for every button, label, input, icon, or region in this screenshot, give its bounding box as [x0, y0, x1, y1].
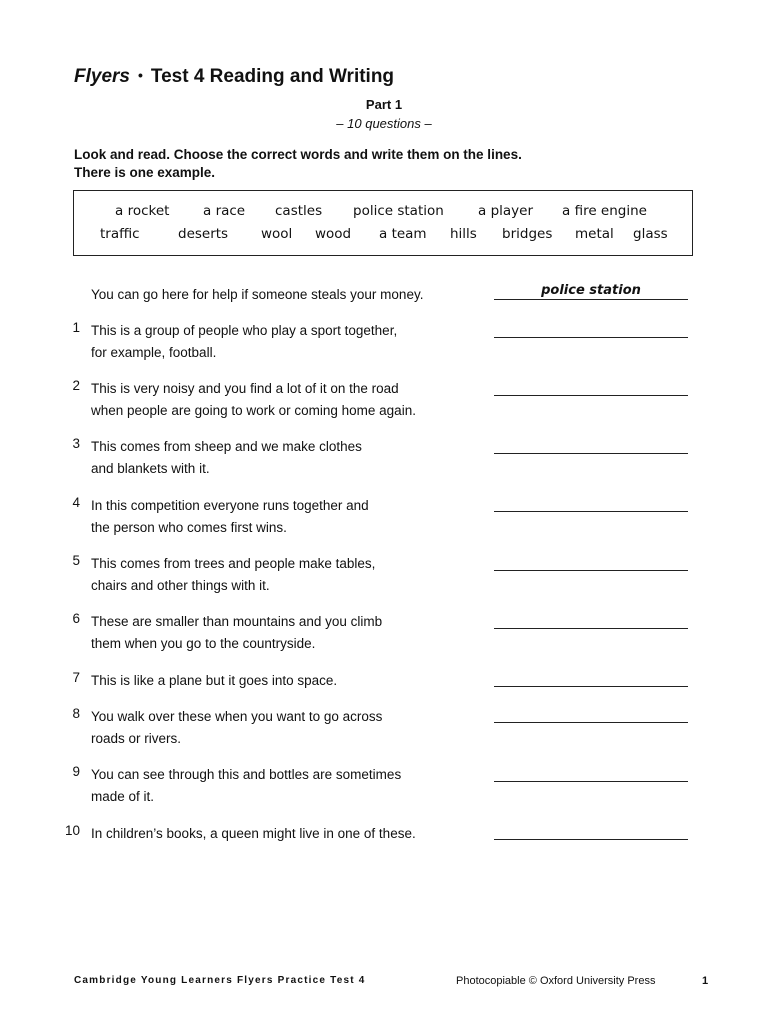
example-answer: police station: [541, 283, 641, 298]
footer-source: Cambridge Young Learners Flyers Practice Test 4: [74, 975, 366, 986]
answer-line: [494, 299, 688, 300]
question-number: 4: [72, 495, 80, 510]
word-option: a race: [203, 203, 246, 219]
question-text: This is like a plane but it goes into space.: [91, 673, 338, 688]
bullet-separator: •: [137, 67, 143, 83]
question-number: 3: [72, 436, 80, 451]
question-number: 5: [72, 553, 80, 568]
answer-line[interactable]: [494, 337, 688, 338]
part-label: Part 1: [365, 97, 403, 112]
answer-line[interactable]: [494, 570, 688, 571]
word-option: glass: [633, 226, 668, 242]
question-text: You can go here for help if someone steals your money.: [91, 287, 424, 302]
answer-line[interactable]: [494, 628, 688, 629]
instructions: [74, 146, 522, 182]
answer-line[interactable]: [494, 686, 688, 687]
answer-line[interactable]: [494, 839, 688, 840]
question-number: 10: [64, 823, 80, 838]
instruction-line: There is one example.: [74, 165, 216, 180]
answer-line[interactable]: [494, 453, 688, 454]
word-option: a player: [478, 203, 534, 219]
word-option: wool: [261, 226, 293, 242]
answer-line[interactable]: [494, 781, 688, 782]
question-number: 8: [72, 706, 80, 721]
question-number: 6: [72, 611, 80, 626]
word-option: hills: [450, 226, 477, 242]
question-text: In this competition everyone runs together and the person who comes first wins.: [91, 498, 369, 535]
question-text: You walk over these when you want to go across roads or rivers.: [91, 709, 383, 746]
question-number: 2: [72, 378, 80, 393]
word-option: bridges: [502, 226, 553, 242]
question-text: This comes from trees and people make tables, chairs and other things with it.: [91, 556, 376, 593]
question-text: You can see through this and bottles are sometimes made of it.: [91, 767, 402, 804]
question-text: In children’s books, a queen might live in one of these.: [91, 826, 416, 841]
word-option: castles: [275, 203, 323, 219]
word-option: a rocket: [115, 203, 170, 219]
page-title: [74, 66, 394, 88]
question-text: This comes from sheep and we make clothes and blankets with it.: [91, 439, 362, 476]
word-option: metal: [575, 226, 614, 242]
test-title: Test 4 Reading and Writing: [150, 66, 395, 87]
question-number: 9: [72, 764, 80, 779]
word-box: [73, 190, 693, 256]
footer-copyright: Photocopiable © Oxford University Press: [456, 975, 656, 987]
instruction-line: Look and read. Choose the correct words and write them on the lines.: [74, 147, 522, 162]
page-number: 1: [702, 975, 709, 987]
word-option: traffic: [100, 226, 140, 242]
question-text: This is a group of people who play a sport together, for example, football.: [91, 323, 398, 360]
answer-line[interactable]: [494, 395, 688, 396]
question-number: 1: [72, 320, 80, 335]
word-option: police station: [353, 203, 444, 219]
questions-count: – 10 questions –: [336, 116, 432, 131]
question-text: This is very noisy and you find a lot of it on the road when people are going to work or coming home again.: [91, 381, 416, 418]
brand-name: Flyers: [74, 66, 130, 87]
word-option: wood: [315, 226, 352, 242]
answer-line[interactable]: [494, 722, 688, 723]
question-text: These are smaller than mountains and you climb them when you go to the countryside.: [91, 614, 383, 651]
question-number: 7: [72, 670, 80, 685]
answer-line[interactable]: [494, 511, 688, 512]
word-option: deserts: [178, 226, 229, 242]
word-option: a fire engine: [562, 203, 647, 219]
word-option: a team: [379, 226, 427, 242]
